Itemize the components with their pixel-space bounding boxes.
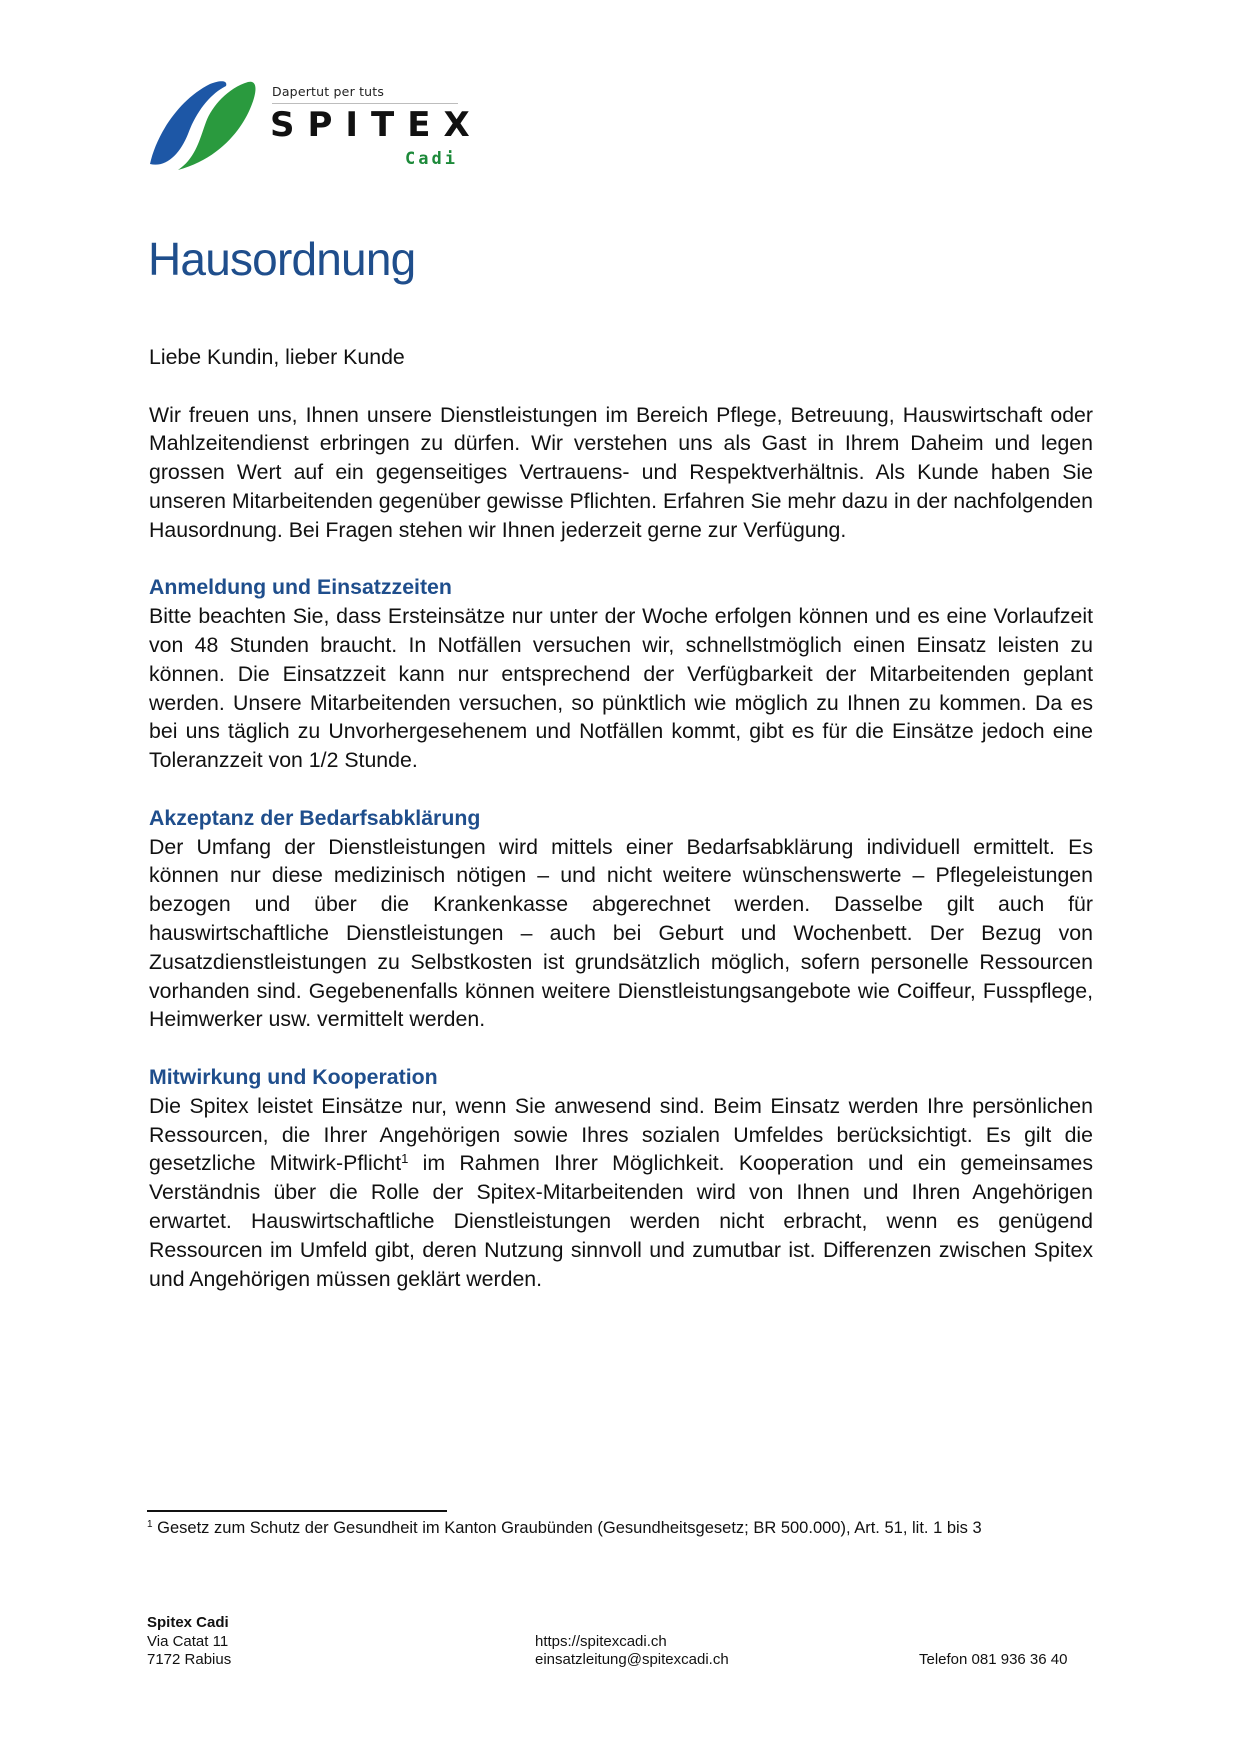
section-body-part: Die Spitex leistet Einsätze nur, wenn Sie anwesend sind. Beim Einsatz werden Ihre persönlichen Ressourcen, die Ihrer Angehörigen sowie Ihres sozialen Umfeldes berücksichtigt. Es gilt die gesetzliche Mitwirk-Pflicht (149, 1093, 1093, 1176)
footnote-separator (147, 1510, 447, 1512)
spitex-logo (148, 78, 483, 173)
spitex-swoosh-icon (148, 78, 256, 172)
section-body: Der Umfang der Dienstleistungen wird mittels einer Bedarfsabklärung individuell ermittelt. Es können nur diese medizinisch nötigen – und nicht weitere wünschenswerte – Pflegeleistungen bezogen und über die Krankenkasse abgerechnet werden. Dasselbe gilt auch für hauswirtschaftliche Dienstleistungen – auch bei Geburt und Wochenbett. Der Bezug von Zusatzdienstleistungen zu Selbstkosten ist grundsätzlich möglich, sofern personelle Ressourcen vorhanden sind. Gegebenenfalls können weitere Dienstleistungsangebote wie Coiffeur, Fusspflege, Heimwerker usw. vermittelt werden. (149, 834, 1093, 1032)
section-heading: Anmeldung und Einsatzzeiten (149, 575, 452, 600)
section-akzeptanz (149, 804, 1093, 1034)
logo-tagline: Dapertut per tuts (272, 84, 385, 99)
page-title: Hausordnung (148, 233, 416, 285)
document-body (149, 343, 1093, 1322)
footnote (147, 1517, 1093, 1539)
logo-name: SPITEX (270, 105, 483, 145)
footer-phone (919, 1651, 1067, 1670)
footer-email-link[interactable]: einsatzleitung@spitexcadi.ch (535, 1651, 729, 1668)
section-mitwirkung (149, 1063, 1093, 1293)
footnote-number: 1 (147, 1519, 153, 1530)
section-body: Bitte beachten Sie, dass Ersteinsätze nur unter der Woche erfolgen können und es eine Vorlaufzeit von 48 Stunden braucht. In Notfällen versuchen wir, schnellstmöglich einen Einsatz leisten zu können. Die Einsatzzeit kann nur entsprechend der Verfügbarkeit der Mitarbeitenden geplant werden. Unsere Mitarbeitenden versuchen, so pünktlich wie möglich zu Ihnen zu kommen. Da es bei uns täglich zu Unvorhergesehenem und Notfällen kommt, gibt es für die Einsätze jedoch eine Toleranzzeit von 1/2 Stunde. (149, 604, 1093, 773)
section-heading: Akzeptanz der Bedarfsabklärung (149, 805, 481, 830)
section-body (149, 1092, 1093, 1294)
footer-phone-number: Telefon 081 936 36 40 (919, 1651, 1068, 1668)
section-anmeldung (149, 573, 1093, 775)
logo-subname: Cadi (405, 149, 458, 169)
footer-city: 7172 Rabius (147, 1651, 232, 1668)
greeting: Liebe Kundin, lieber Kunde (149, 345, 405, 369)
footnote-text: Gesetz zum Schutz der Gesundheit im Kanton Graubünden (Gesundheitsgesetz; BR 500.000), Art. 51, lit. 1 bis 3 (157, 1519, 982, 1537)
footer-contact (535, 1633, 729, 1670)
footer-website-link[interactable]: https://spitexcadi.ch (535, 1632, 667, 1650)
footer-street: Via Catat 11 (147, 1632, 229, 1650)
footer-organization: Spitex Cadi (147, 1614, 229, 1631)
section-body-part: im Rahmen Ihrer Möglichkeit. Kooperation und ein gemeinsames Verständnis über die Rolle der Spitex-Mitarbeitenden wird von Ihnen und Ihren Angehörigen erwartet. Hauswirtschaftliche Dienstleistungen werden nicht erbracht, wenn es genügend Ressourcen im Umfeld gibt, deren Nutzung sinnvoll und zumutbar ist. Differenzen zwischen Spitex und Angehörigen müssen geklärt werden. (149, 1151, 1094, 1291)
section-heading: Mitwirkung und Kooperation (149, 1064, 438, 1089)
intro-paragraph: Wir freuen uns, Ihnen unsere Dienstleistungen im Bereich Pflege, Betreuung, Hauswirtschaft oder Mahlzeitendienst erbringen zu dürfen. Wir verstehen uns als Gast in Ihrem Daheim und legen grossen Wert auf ein gegenseitiges Vertrauens- und Respektverhältnis. Als Kunde haben Sie unseren Mitarbeitenden gegenüber gewisse Pflichten. Erfahren Sie mehr dazu in der nachfolgenden Hausordnung. Bei Fragen stehen wir Ihnen jederzeit gerne zur Verfügung. (149, 402, 1093, 542)
footnote-reference[interactable]: 1 (401, 1151, 409, 1167)
logo-divider (272, 103, 458, 104)
footer-address (147, 1614, 231, 1670)
